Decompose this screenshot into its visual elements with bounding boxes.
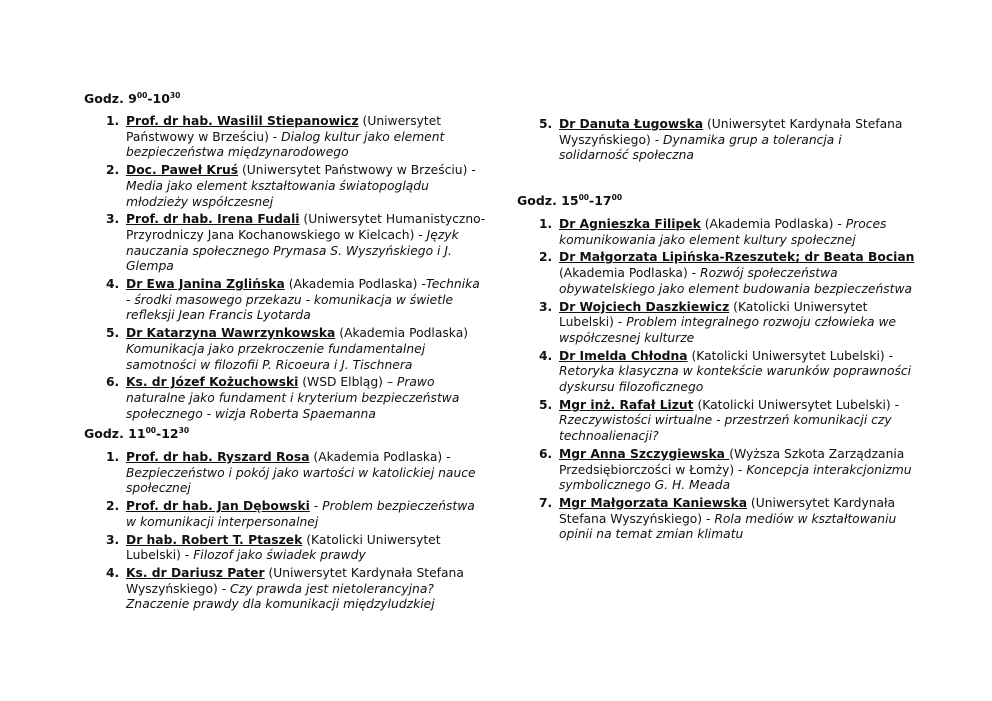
talk-item <box>106 499 486 530</box>
speaker-name: Mgr Małgorzata Kaniewska <box>559 495 748 510</box>
talk-item <box>106 533 486 564</box>
speaker-name: Doc. Paweł Kruś <box>126 163 239 178</box>
speaker-name: Mgr Anna Szczygiewska <box>559 446 730 461</box>
talk-title: -Retoryka klasyczna w kontekście warunków poprawności dyskursu filozoficznego <box>559 348 912 395</box>
talk-title: Czy prawda jest nietolerancyjna? Znaczenie prawdy dla komunikacji międzyludzkiej <box>126 581 435 612</box>
speaker-name: Dr Danuta Ługowska <box>559 117 704 131</box>
speaker-affiliation: (Akademia Podlaska) - <box>700 217 846 231</box>
talk-number: 3. <box>539 299 553 314</box>
speaker-name: Prof. dr hab. Wasilil Stiepanowicz <box>126 114 359 128</box>
talk-item <box>106 163 486 210</box>
speaker-affiliation: (Uniwersytet Kardynała Stefana Wyszyńskiego) - <box>559 495 896 526</box>
talk-title: Język nauczania społecznego Prymasa S. Wyszyńskiego i J. Glempa <box>126 227 459 274</box>
talk-number: 4. <box>539 348 553 363</box>
speaker-affiliation: (Akademia Podlaska) <box>309 450 447 464</box>
talk-number: 1. <box>106 450 120 464</box>
speaker-affiliation: (Uniwersytet Państwowy w Brześciu) - <box>126 114 442 144</box>
talk-number: 1. <box>106 114 120 128</box>
talk-title: Problem integralnego rozwoju człowieka we współczesnej kulturze <box>559 315 897 345</box>
speaker-name: Dr Wojciech Daszkiewicz <box>559 299 730 314</box>
speaker-affiliation: (WSD Elbląg) – <box>298 375 397 390</box>
talk-number: 5. <box>539 397 553 412</box>
talk-number: 4. <box>106 277 120 292</box>
talk-item <box>539 217 915 248</box>
speaker-name: Dr Ewa Janina Zglińska <box>126 277 285 292</box>
talk-number: 1. <box>539 217 553 231</box>
speaker-affiliation: (Akademia Podlaska) - <box>559 266 701 281</box>
talk-item <box>539 117 915 164</box>
talk-item <box>106 375 486 422</box>
speaker-name: Dr Małgorzata Lipińska-Rzeszutek; dr Beata Bocian <box>559 250 915 265</box>
talk-number: 7. <box>539 495 553 510</box>
talk-number: 4. <box>106 565 120 580</box>
speaker-affiliation: (Uniwersytet Humanistyczno-Przyrodniczy Jana Kochanowskiego w Kielcach) - <box>126 212 486 242</box>
speaker-name: Dr Agnieszka Filipek <box>559 217 701 231</box>
session-1-talk-list <box>106 114 486 424</box>
speaker-name: Dr Katarzyna Wawrzynkowska <box>126 326 336 341</box>
talk-title: Rola mediów w kształtowaniu opinii na temat zmian klimatu <box>559 511 897 542</box>
speaker-name: Ks. dr Józef Kożuchowski <box>126 375 299 390</box>
talk-title: Komunikacja jako przekroczenie fundamentalnej samotności w filozofii P. Ricoeura i J. Tischnera <box>126 341 426 372</box>
talk-item <box>539 447 915 494</box>
talk-number: 3. <box>106 532 120 547</box>
talk-item <box>106 212 486 275</box>
talk-title: Filozof jako świadek prawdy <box>193 548 366 563</box>
talk-item <box>106 450 486 497</box>
speaker-affiliation: (Katolicki Uniwersytet Lubelski) - <box>126 532 441 563</box>
talk-number: 6. <box>106 375 120 390</box>
talk-item <box>539 398 915 445</box>
talk-item <box>539 300 915 347</box>
session-2-continued-talk-list <box>539 117 915 166</box>
speaker-affiliation: (Katolicki Uniwersytet Lubelski) <box>687 348 889 363</box>
talk-title: Prawo naturalne jako fundament i kryterium bezpieczeństwa społecznego - wizja Roberta Spaemanna <box>126 375 460 421</box>
speaker-name: Ks. dr Dariusz Pater <box>126 565 265 580</box>
talk-title: Koncepcja interakcjonizmu symbolicznego G. H. Meada <box>559 462 912 493</box>
talk-title: Rozwój społeczeństwa obywatelskiego jako element budowania bezpieczeństwa <box>559 266 913 296</box>
talk-title: Problem bezpieczeństwa w komunikacji interpersonalnej <box>126 499 475 529</box>
talk-title: -Bezpieczeństwo i pokój jako wartości w katolickiej nauce społecznej <box>126 450 476 496</box>
speaker-affiliation: (Akademia Podlaska) <box>335 326 469 341</box>
speaker-name: Dr hab. Robert T. Ptaszek <box>126 532 303 547</box>
speaker-name: Prof. dr hab. Ryszard Rosa <box>126 450 310 464</box>
speaker-name: Prof. dr hab. Jan Dębowski <box>126 499 310 514</box>
speaker-affiliation: (Uniwersytet Kardynała Stefana Wyszyńskiego) - <box>559 117 903 147</box>
talk-item <box>106 566 486 613</box>
speaker-name: Mgr inż. Rafał Lizut <box>559 397 694 412</box>
session-2-talk-list <box>106 450 486 615</box>
talk-item <box>106 114 486 161</box>
session-heading-1: Godz. $9^{00}-10^{30}$ <box>84 91 181 106</box>
speaker-affiliation: (Wyższa Szkota Zarządzania Przedsiębiorczości w Łomży) - <box>559 446 905 477</box>
talk-title: -Media jako element kształtowania światopoglądu młodzieży współczesnej <box>126 163 476 209</box>
session-heading-2: Godz. $11^{00}-12^{30}$ <box>84 426 190 441</box>
speaker-affiliation: (Katolicki Uniwersytet Lubelski) <box>693 397 895 412</box>
talk-number: 2. <box>106 499 120 514</box>
talk-number: 6. <box>539 446 553 461</box>
speaker-affiliation: (Akademia Podlaska) - <box>284 277 426 292</box>
talk-number: 2. <box>539 250 553 265</box>
speaker-affiliation: (Uniwersytet Kardynała Stefana Wyszyńskiego) - <box>126 565 464 596</box>
speaker-affiliation: (Uniwersytet Państwowy w Brześciu) <box>238 163 472 178</box>
talk-title: -Rzeczywistości wirtualne - przestrzeń komunikacji czy technoalienacji? <box>559 397 900 444</box>
talk-item <box>106 326 486 373</box>
speaker-name: Dr Imelda Chłodna <box>559 348 688 363</box>
speaker-affiliation: - <box>309 499 323 514</box>
talk-item <box>539 349 915 396</box>
talk-number: 5. <box>539 117 553 131</box>
talk-item <box>539 496 915 543</box>
talk-number: 3. <box>106 212 120 227</box>
talk-item <box>106 277 486 324</box>
talk-title: Proces komunikowania jako element kultury społecznej <box>559 217 887 247</box>
talk-title: Dynamika grup a tolerancja i solidarność społeczna <box>559 132 842 163</box>
talk-item <box>539 250 915 297</box>
talk-number: 5. <box>106 326 120 341</box>
talk-title: Technika - środki masowego przekazu - komunikacja w świetle refleksji Jean Francis Lyotarda <box>126 277 480 323</box>
session-heading-3: Godz. $15^{00}-17^{00}$ <box>517 193 623 208</box>
speaker-name: Prof. dr hab. Irena Fudali <box>126 212 300 227</box>
talk-title: Dialog kultur jako element bezpieczeństwa międzynarodowego <box>126 129 445 160</box>
session-3-talk-list <box>539 217 915 545</box>
speaker-affiliation: (Katolicki Uniwersytet Lubelski) - <box>559 299 868 330</box>
talk-number: 2. <box>106 163 120 178</box>
